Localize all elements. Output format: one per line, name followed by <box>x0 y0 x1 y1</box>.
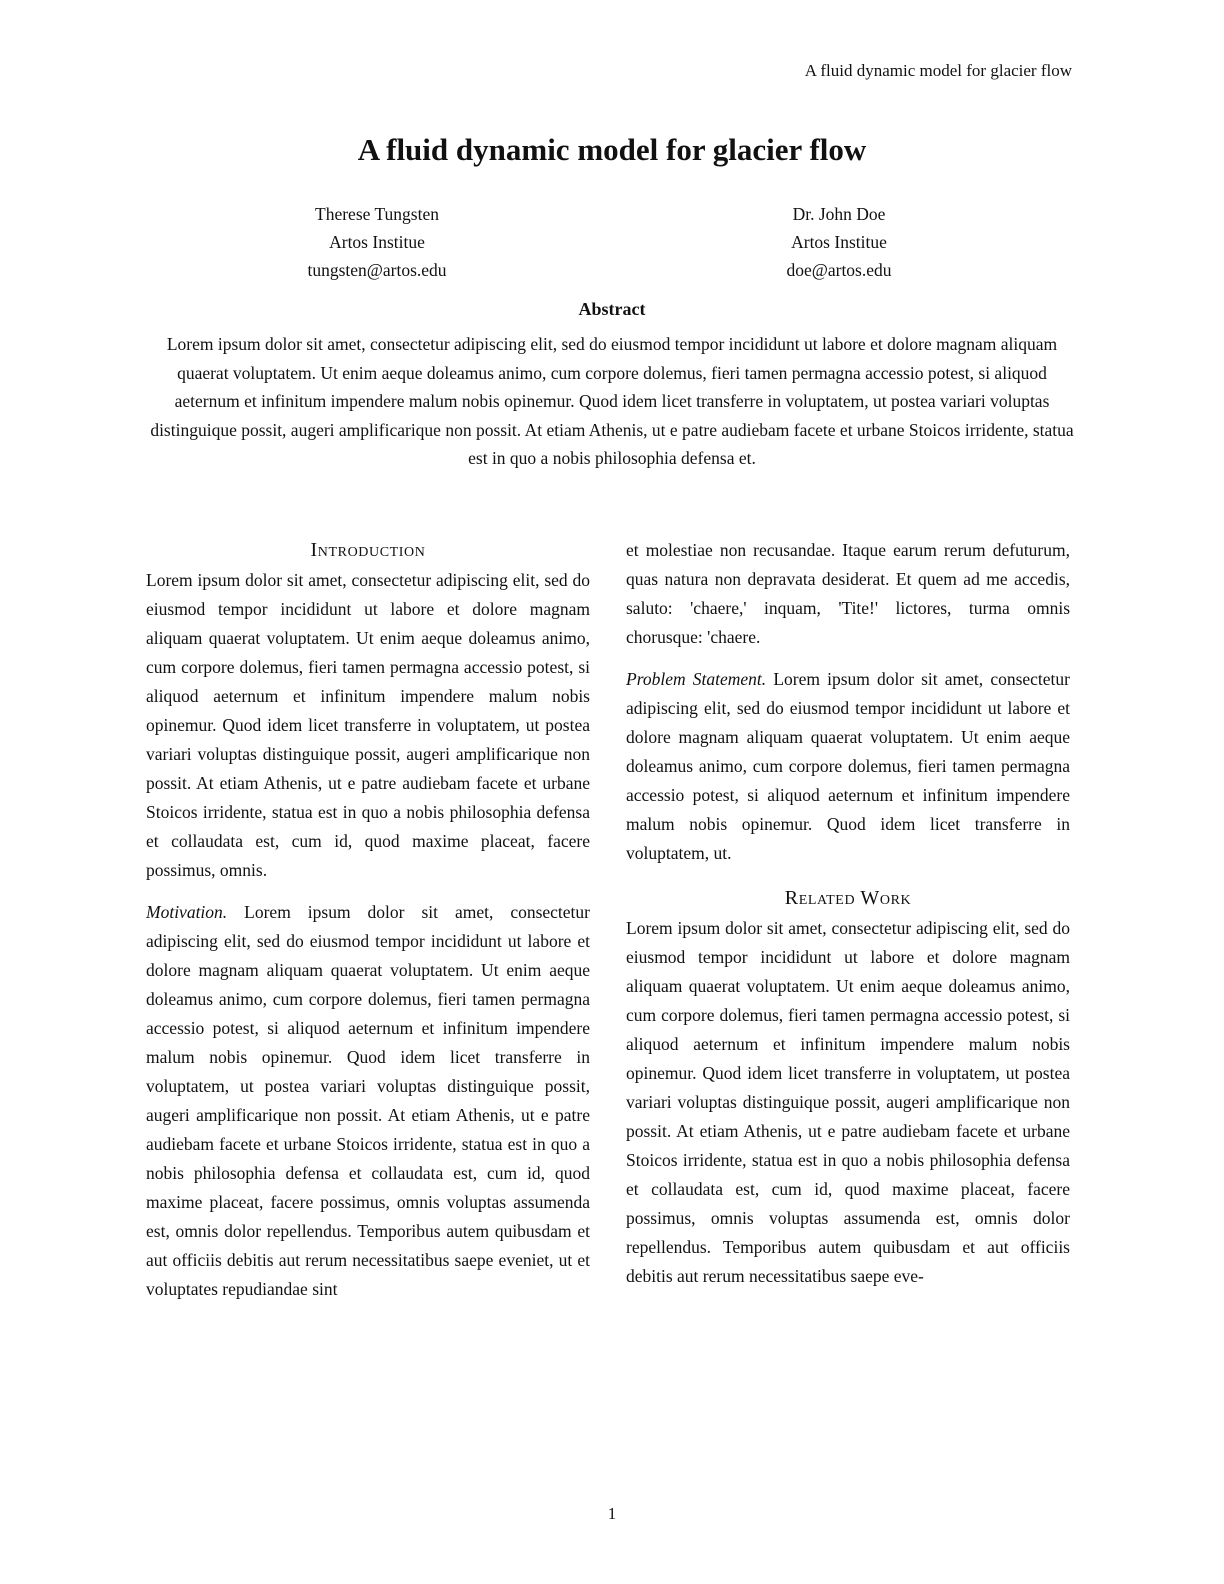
author-1-name: Therese Tungsten <box>315 204 439 224</box>
running-header: A fluid dynamic model for glacier flow <box>804 61 1072 80</box>
abstract-heading: Abstract <box>578 299 646 319</box>
author-2 <box>608 200 1070 284</box>
introduction-heading: Introduction <box>310 539 426 561</box>
motivation-label: Motivation. <box>146 902 228 922</box>
left-column <box>146 536 590 1304</box>
related-work-paragraph: Lorem ipsum dolor sit amet, consectetur adipiscing elit, sed do eiusmod tempor incididunt ut labore et dolore magnam aliquam quaerat voluptatem. Ut enim aeque doleamus animo, cum corpore dolemus, fieri tamen permagna accessio potest, si aliquod aeternum et infinitum impendere malum nobis opinemur. Quod idem licet transferre in voluptatem, ut postea variari voluptas distinguique possit, augeri amplificarique non possit. At etiam Athenis, ut e patre audiebam facete et urbane Stoicos irridente, statua est in quo a nobis philosophia defensa et collaudata est, cum id, quod maxime placeat, facere possimus, omnis voluptas assumenda est, omnis dolor repellendus. Temporibus autem quibusdam et aut officiis debitis aut rerum necessitatibus saepe eve- <box>626 918 1070 1286</box>
introduction-paragraph: Lorem ipsum dolor sit amet, consectetur adipiscing elit, sed do eiusmod tempor incididunt ut labore et dolore magnam aliquam quaerat voluptatem. Ut enim aeque doleamus animo, cum corpore dolemus, fieri tamen permagna accessio potest, si aliquod aeternum et infinitum impendere malum nobis opinemur. Quod idem licet transferre in voluptatem, ut postea variari voluptas distinguique possit, augeri amplificarique non possit. At etiam Athenis, ut e patre audiebam facete et urbane Stoicos irridente, statua est in quo a nobis philosophia defensa et collaudata est, cum id, quod maxime placeat, facere possimus, omnis. <box>146 570 590 880</box>
problem-statement-paragraph <box>626 665 1070 868</box>
author-2-affiliation: Artos Institue <box>791 232 887 252</box>
continuation-paragraph: et molestiae non recusandae. Itaque earum rerum defuturum, quas natura non depravata desiderat. Et quem ad me accedis, saluto: 'chaere,' inquam, 'Tite!' lictores, turma omnis chorusque: 'chaere. <box>626 540 1070 647</box>
author-1-email: tungsten@artos.edu <box>307 260 447 280</box>
problem-statement-text: Lorem ipsum dolor sit amet, consectetur adipiscing elit, sed do eiusmod tempor incididunt ut labore et dolore magnam aliquam quaerat voluptatem. Ut enim aeque doleamus animo, cum corpore dolemus, fieri tamen permagna accessio potest, si aliquod aeternum et infinitum impendere malum nobis opinemur. Quod idem licet transferre in voluptatem, ut. <box>626 669 1070 863</box>
two-column-body <box>146 536 1070 1304</box>
author-1 <box>146 200 608 284</box>
abstract-text: Lorem ipsum dolor sit amet, consectetur adipiscing elit, sed do eiusmod tempor incididunt ut labore et dolore magnam aliquam quaerat voluptatem. Ut enim aeque doleamus animo, cum corpore dolemus, fieri tamen permagna accessio potest, si aliquod aeternum et infinitum impendere malum nobis opinemur. Quod idem licet transferre in voluptatem, ut postea variari voluptas distinguique possit, augeri amplificarique non possit. At etiam Athenis, ut e patre audiebam facete et urbane Stoicos irridente, statua est in quo a nobis philosophia defensa et. <box>150 334 1074 469</box>
author-2-name: Dr. John Doe <box>792 204 886 224</box>
motivation-paragraph <box>146 898 590 1304</box>
authors-block <box>146 200 1070 284</box>
right-column <box>626 536 1070 1304</box>
motivation-text: Lorem ipsum dolor sit amet, consectetur adipiscing elit, sed do eiusmod tempor incididunt ut labore et dolore magnam aliquam quaerat voluptatem. Ut enim aeque doleamus animo, cum corpore dolemus, fieri tamen permagna accessio potest, si aliquod aeternum et infinitum impendere malum nobis opinemur. Quod idem licet transferre in voluptatem, ut postea variari voluptas distinguique possit, augeri amplificarique non possit. At etiam Athenis, ut e patre audiebam facete et urbane Stoicos irridente, statua est in quo a nobis philosophia defensa et collaudata est, cum id, quod maxime placeat, facere possimus, omnis voluptas assumenda est, omnis dolor repellendus. Temporibus autem quibusdam et aut officiis debitis aut rerum necessitatibus saepe eveniet, ut et voluptates repudiandae sint <box>146 902 590 1299</box>
related-work-heading: Related Work <box>784 887 912 909</box>
author-1-affiliation: Artos Institue <box>329 232 425 252</box>
page-title: A fluid dynamic model for glacier flow <box>357 132 867 167</box>
problem-statement-label: Problem Statement. <box>626 669 767 689</box>
page-number: 1 <box>607 1504 617 1523</box>
author-2-email: doe@artos.edu <box>786 260 892 280</box>
